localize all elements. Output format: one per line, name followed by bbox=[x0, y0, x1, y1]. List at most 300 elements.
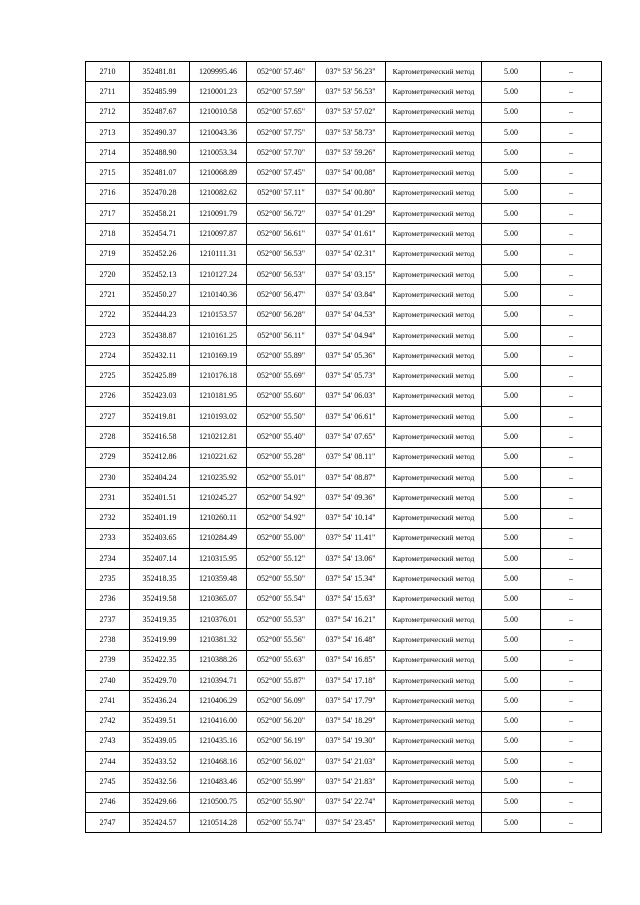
longitude-cell: 037° 54' 11.41" bbox=[316, 528, 386, 548]
longitude-cell: 037° 54' 09.36" bbox=[316, 488, 386, 508]
x-coordinate-cell: 352433.52 bbox=[130, 752, 190, 772]
latitude-cell: 052°00' 56.02" bbox=[247, 752, 316, 772]
y-coordinate-cell: 1210365.07 bbox=[190, 589, 247, 609]
table-row bbox=[86, 122, 602, 142]
longitude-cell: 037° 54' 00.80" bbox=[316, 183, 386, 203]
method-cell: Картометрический метод bbox=[386, 549, 482, 569]
latitude-cell: 052°00' 55.53" bbox=[247, 610, 316, 630]
method-cell: Картометрический метод bbox=[386, 122, 482, 142]
longitude-cell: 037° 53' 56.23" bbox=[316, 62, 386, 82]
longitude-cell: 037° 54' 07.65" bbox=[316, 427, 386, 447]
longitude-cell: 037° 54' 06.61" bbox=[316, 407, 386, 427]
method-cell: Картометрический метод bbox=[386, 610, 482, 630]
table-row bbox=[86, 508, 602, 528]
accuracy-cell: 5.00 bbox=[482, 508, 541, 528]
accuracy-cell: 5.00 bbox=[482, 670, 541, 690]
y-coordinate-cell: 1210010.58 bbox=[190, 102, 247, 122]
point-number-cell: 2717 bbox=[86, 204, 130, 224]
table-row bbox=[86, 691, 602, 711]
latitude-cell: 052°00' 57.65" bbox=[247, 102, 316, 122]
x-coordinate-cell: 352401.19 bbox=[130, 508, 190, 528]
y-coordinate-cell: 1210435.16 bbox=[190, 731, 247, 751]
longitude-cell: 037° 53' 57.02" bbox=[316, 102, 386, 122]
table-row bbox=[86, 528, 602, 548]
latitude-cell: 052°00' 56.53" bbox=[247, 244, 316, 264]
accuracy-cell: 5.00 bbox=[482, 488, 541, 508]
x-coordinate-cell: 352487.67 bbox=[130, 102, 190, 122]
note-cell: – bbox=[541, 467, 602, 487]
note-cell: – bbox=[541, 346, 602, 366]
latitude-cell: 052°00' 55.00" bbox=[247, 528, 316, 548]
longitude-cell: 037° 54' 21.03" bbox=[316, 752, 386, 772]
x-coordinate-cell: 352485.99 bbox=[130, 82, 190, 102]
accuracy-cell: 5.00 bbox=[482, 427, 541, 447]
y-coordinate-cell: 1210176.18 bbox=[190, 366, 247, 386]
method-cell: Картометрический метод bbox=[386, 427, 482, 447]
point-number-cell: 2723 bbox=[86, 325, 130, 345]
x-coordinate-cell: 352488.90 bbox=[130, 143, 190, 163]
point-number-cell: 2746 bbox=[86, 792, 130, 812]
point-number-cell: 2724 bbox=[86, 346, 130, 366]
note-cell: – bbox=[541, 528, 602, 548]
x-coordinate-cell: 352425.89 bbox=[130, 366, 190, 386]
point-number-cell: 2743 bbox=[86, 731, 130, 751]
y-coordinate-cell: 1210394.71 bbox=[190, 670, 247, 690]
x-coordinate-cell: 352458.21 bbox=[130, 204, 190, 224]
method-cell: Картометрический метод bbox=[386, 792, 482, 812]
point-number-cell: 2722 bbox=[86, 305, 130, 325]
y-coordinate-cell: 1210181.95 bbox=[190, 386, 247, 406]
y-coordinate-cell: 1210091.79 bbox=[190, 204, 247, 224]
point-number-cell: 2729 bbox=[86, 447, 130, 467]
accuracy-cell: 5.00 bbox=[482, 62, 541, 82]
accuracy-cell: 5.00 bbox=[482, 122, 541, 142]
latitude-cell: 052°00' 56.11" bbox=[247, 325, 316, 345]
method-cell: Картометрический метод bbox=[386, 407, 482, 427]
accuracy-cell: 5.00 bbox=[482, 569, 541, 589]
note-cell: – bbox=[541, 82, 602, 102]
note-cell: – bbox=[541, 569, 602, 589]
method-cell: Картометрический метод bbox=[386, 589, 482, 609]
y-coordinate-cell: 1210001.23 bbox=[190, 82, 247, 102]
accuracy-cell: 5.00 bbox=[482, 772, 541, 792]
note-cell: – bbox=[541, 488, 602, 508]
note-cell: – bbox=[541, 447, 602, 467]
accuracy-cell: 5.00 bbox=[482, 752, 541, 772]
note-cell: – bbox=[541, 670, 602, 690]
accuracy-cell: 5.00 bbox=[482, 143, 541, 163]
accuracy-cell: 5.00 bbox=[482, 711, 541, 731]
note-cell: – bbox=[541, 407, 602, 427]
y-coordinate-cell: 1210376.01 bbox=[190, 610, 247, 630]
point-number-cell: 2733 bbox=[86, 528, 130, 548]
y-coordinate-cell: 1210169.19 bbox=[190, 346, 247, 366]
longitude-cell: 037° 53' 58.73" bbox=[316, 122, 386, 142]
latitude-cell: 052°00' 55.60" bbox=[247, 386, 316, 406]
accuracy-cell: 5.00 bbox=[482, 386, 541, 406]
longitude-cell: 037° 54' 00.08" bbox=[316, 163, 386, 183]
x-coordinate-cell: 352419.81 bbox=[130, 407, 190, 427]
table-row bbox=[86, 670, 602, 690]
method-cell: Картометрический метод bbox=[386, 711, 482, 731]
x-coordinate-cell: 352416.58 bbox=[130, 427, 190, 447]
point-number-cell: 2721 bbox=[86, 285, 130, 305]
method-cell: Картометрический метод bbox=[386, 812, 482, 832]
longitude-cell: 037° 54' 03.84" bbox=[316, 285, 386, 305]
longitude-cell: 037° 53' 56.53" bbox=[316, 82, 386, 102]
table-row bbox=[86, 386, 602, 406]
note-cell: – bbox=[541, 102, 602, 122]
point-number-cell: 2718 bbox=[86, 224, 130, 244]
method-cell: Картометрический метод bbox=[386, 82, 482, 102]
latitude-cell: 052°00' 54.92" bbox=[247, 508, 316, 528]
table-row bbox=[86, 731, 602, 751]
point-number-cell: 2713 bbox=[86, 122, 130, 142]
accuracy-cell: 5.00 bbox=[482, 589, 541, 609]
y-coordinate-cell: 1210500.75 bbox=[190, 792, 247, 812]
point-number-cell: 2741 bbox=[86, 691, 130, 711]
accuracy-cell: 5.00 bbox=[482, 528, 541, 548]
accuracy-cell: 5.00 bbox=[482, 163, 541, 183]
x-coordinate-cell: 352450.27 bbox=[130, 285, 190, 305]
table-row bbox=[86, 163, 602, 183]
longitude-cell: 037° 54' 03.15" bbox=[316, 264, 386, 284]
table-row bbox=[86, 407, 602, 427]
table-row bbox=[86, 366, 602, 386]
note-cell: – bbox=[541, 163, 602, 183]
table-row bbox=[86, 62, 602, 82]
note-cell: – bbox=[541, 711, 602, 731]
table-row bbox=[86, 467, 602, 487]
point-number-cell: 2734 bbox=[86, 549, 130, 569]
table-row bbox=[86, 772, 602, 792]
note-cell: – bbox=[541, 183, 602, 203]
x-coordinate-cell: 352444.23 bbox=[130, 305, 190, 325]
latitude-cell: 052°00' 57.59" bbox=[247, 82, 316, 102]
y-coordinate-cell: 1210140.36 bbox=[190, 285, 247, 305]
note-cell: – bbox=[541, 427, 602, 447]
note-cell: – bbox=[541, 772, 602, 792]
table-row bbox=[86, 264, 602, 284]
x-coordinate-cell: 352423.03 bbox=[130, 386, 190, 406]
accuracy-cell: 5.00 bbox=[482, 264, 541, 284]
y-coordinate-cell: 1210068.89 bbox=[190, 163, 247, 183]
point-number-cell: 2742 bbox=[86, 711, 130, 731]
point-number-cell: 2719 bbox=[86, 244, 130, 264]
note-cell: – bbox=[541, 264, 602, 284]
longitude-cell: 037° 54' 04.94" bbox=[316, 325, 386, 345]
method-cell: Картометрический метод bbox=[386, 650, 482, 670]
x-coordinate-cell: 352419.58 bbox=[130, 589, 190, 609]
y-coordinate-cell: 1210153.57 bbox=[190, 305, 247, 325]
y-coordinate-cell: 1210245.27 bbox=[190, 488, 247, 508]
y-coordinate-cell: 1210406.29 bbox=[190, 691, 247, 711]
method-cell: Картометрический метод bbox=[386, 488, 482, 508]
point-number-cell: 2737 bbox=[86, 610, 130, 630]
accuracy-cell: 5.00 bbox=[482, 285, 541, 305]
accuracy-cell: 5.00 bbox=[482, 610, 541, 630]
table-row bbox=[86, 447, 602, 467]
x-coordinate-cell: 352490.37 bbox=[130, 122, 190, 142]
x-coordinate-cell: 352439.05 bbox=[130, 731, 190, 751]
note-cell: – bbox=[541, 610, 602, 630]
longitude-cell: 037° 54' 21.83" bbox=[316, 772, 386, 792]
point-number-cell: 2731 bbox=[86, 488, 130, 508]
latitude-cell: 052°00' 55.90" bbox=[247, 792, 316, 812]
table-row bbox=[86, 549, 602, 569]
point-number-cell: 2715 bbox=[86, 163, 130, 183]
x-coordinate-cell: 352429.66 bbox=[130, 792, 190, 812]
point-number-cell: 2735 bbox=[86, 569, 130, 589]
point-number-cell: 2710 bbox=[86, 62, 130, 82]
method-cell: Картометрический метод bbox=[386, 305, 482, 325]
note-cell: – bbox=[541, 752, 602, 772]
latitude-cell: 052°00' 56.53" bbox=[247, 264, 316, 284]
method-cell: Картометрический метод bbox=[386, 691, 482, 711]
y-coordinate-cell: 1210315.95 bbox=[190, 549, 247, 569]
latitude-cell: 052°00' 55.54" bbox=[247, 589, 316, 609]
table-row bbox=[86, 143, 602, 163]
longitude-cell: 037° 54' 05.36" bbox=[316, 346, 386, 366]
table-row bbox=[86, 630, 602, 650]
accuracy-cell: 5.00 bbox=[482, 467, 541, 487]
latitude-cell: 052°00' 55.63" bbox=[247, 650, 316, 670]
y-coordinate-cell: 1209995.46 bbox=[190, 62, 247, 82]
method-cell: Картометрический метод bbox=[386, 508, 482, 528]
note-cell: – bbox=[541, 143, 602, 163]
latitude-cell: 052°00' 57.46" bbox=[247, 62, 316, 82]
note-cell: – bbox=[541, 62, 602, 82]
longitude-cell: 037° 54' 16.85" bbox=[316, 650, 386, 670]
method-cell: Картометрический метод bbox=[386, 670, 482, 690]
accuracy-cell: 5.00 bbox=[482, 305, 541, 325]
note-cell: – bbox=[541, 589, 602, 609]
x-coordinate-cell: 352403.65 bbox=[130, 528, 190, 548]
accuracy-cell: 5.00 bbox=[482, 812, 541, 832]
latitude-cell: 052°00' 56.20" bbox=[247, 711, 316, 731]
longitude-cell: 037° 54' 15.63" bbox=[316, 589, 386, 609]
latitude-cell: 052°00' 56.19" bbox=[247, 731, 316, 751]
x-coordinate-cell: 352419.35 bbox=[130, 610, 190, 630]
point-number-cell: 2712 bbox=[86, 102, 130, 122]
note-cell: – bbox=[541, 650, 602, 670]
point-number-cell: 2726 bbox=[86, 386, 130, 406]
accuracy-cell: 5.00 bbox=[482, 183, 541, 203]
table-row bbox=[86, 569, 602, 589]
accuracy-cell: 5.00 bbox=[482, 102, 541, 122]
table-row bbox=[86, 752, 602, 772]
method-cell: Картометрический метод bbox=[386, 752, 482, 772]
latitude-cell: 052°00' 56.61" bbox=[247, 224, 316, 244]
y-coordinate-cell: 1210284.49 bbox=[190, 528, 247, 548]
point-number-cell: 2732 bbox=[86, 508, 130, 528]
longitude-cell: 037° 54' 15.34" bbox=[316, 569, 386, 589]
accuracy-cell: 5.00 bbox=[482, 549, 541, 569]
latitude-cell: 052°00' 56.09" bbox=[247, 691, 316, 711]
longitude-cell: 037° 54' 05.73" bbox=[316, 366, 386, 386]
longitude-cell: 037° 54' 02.31" bbox=[316, 244, 386, 264]
method-cell: Картометрический метод bbox=[386, 183, 482, 203]
y-coordinate-cell: 1210388.26 bbox=[190, 650, 247, 670]
longitude-cell: 037° 53' 59.26" bbox=[316, 143, 386, 163]
method-cell: Картометрический метод bbox=[386, 244, 482, 264]
longitude-cell: 037° 54' 18.29" bbox=[316, 711, 386, 731]
point-number-cell: 2738 bbox=[86, 630, 130, 650]
latitude-cell: 052°00' 55.87" bbox=[247, 670, 316, 690]
y-coordinate-cell: 1210416.00 bbox=[190, 711, 247, 731]
x-coordinate-cell: 352429.70 bbox=[130, 670, 190, 690]
longitude-cell: 037° 54' 08.87" bbox=[316, 467, 386, 487]
x-coordinate-cell: 352438.87 bbox=[130, 325, 190, 345]
y-coordinate-cell: 1210468.16 bbox=[190, 752, 247, 772]
x-coordinate-cell: 352412.86 bbox=[130, 447, 190, 467]
point-number-cell: 2739 bbox=[86, 650, 130, 670]
accuracy-cell: 5.00 bbox=[482, 366, 541, 386]
y-coordinate-cell: 1210221.62 bbox=[190, 447, 247, 467]
x-coordinate-cell: 352422.35 bbox=[130, 650, 190, 670]
accuracy-cell: 5.00 bbox=[482, 407, 541, 427]
x-coordinate-cell: 352454.71 bbox=[130, 224, 190, 244]
accuracy-cell: 5.00 bbox=[482, 346, 541, 366]
accuracy-cell: 5.00 bbox=[482, 630, 541, 650]
coordinates-table bbox=[85, 61, 602, 833]
method-cell: Картометрический метод bbox=[386, 325, 482, 345]
table-row bbox=[86, 589, 602, 609]
latitude-cell: 052°00' 55.12" bbox=[247, 549, 316, 569]
longitude-cell: 037° 54' 04.53" bbox=[316, 305, 386, 325]
longitude-cell: 037° 54' 17.18" bbox=[316, 670, 386, 690]
method-cell: Картометрический метод bbox=[386, 386, 482, 406]
note-cell: – bbox=[541, 204, 602, 224]
latitude-cell: 052°00' 57.11" bbox=[247, 183, 316, 203]
method-cell: Картометрический метод bbox=[386, 346, 482, 366]
longitude-cell: 037° 54' 16.21" bbox=[316, 610, 386, 630]
longitude-cell: 037° 54' 16.48" bbox=[316, 630, 386, 650]
longitude-cell: 037° 54' 23.45" bbox=[316, 812, 386, 832]
latitude-cell: 052°00' 56.28" bbox=[247, 305, 316, 325]
table-row bbox=[86, 183, 602, 203]
table-row bbox=[86, 650, 602, 670]
y-coordinate-cell: 1210483.46 bbox=[190, 772, 247, 792]
accuracy-cell: 5.00 bbox=[482, 325, 541, 345]
y-coordinate-cell: 1210260.11 bbox=[190, 508, 247, 528]
latitude-cell: 052°00' 56.72" bbox=[247, 204, 316, 224]
x-coordinate-cell: 352452.26 bbox=[130, 244, 190, 264]
x-coordinate-cell: 352407.14 bbox=[130, 549, 190, 569]
method-cell: Картометрический метод bbox=[386, 285, 482, 305]
longitude-cell: 037° 54' 08.11" bbox=[316, 447, 386, 467]
accuracy-cell: 5.00 bbox=[482, 731, 541, 751]
latitude-cell: 052°00' 57.75" bbox=[247, 122, 316, 142]
note-cell: – bbox=[541, 122, 602, 142]
x-coordinate-cell: 352418.35 bbox=[130, 569, 190, 589]
accuracy-cell: 5.00 bbox=[482, 447, 541, 467]
latitude-cell: 052°00' 55.40" bbox=[247, 427, 316, 447]
x-coordinate-cell: 352439.51 bbox=[130, 711, 190, 731]
note-cell: – bbox=[541, 285, 602, 305]
point-number-cell: 2744 bbox=[86, 752, 130, 772]
method-cell: Картометрический метод bbox=[386, 224, 482, 244]
y-coordinate-cell: 1210127.24 bbox=[190, 264, 247, 284]
longitude-cell: 037° 54' 10.14" bbox=[316, 508, 386, 528]
note-cell: – bbox=[541, 812, 602, 832]
note-cell: – bbox=[541, 630, 602, 650]
note-cell: – bbox=[541, 508, 602, 528]
table-row bbox=[86, 610, 602, 630]
x-coordinate-cell: 352452.13 bbox=[130, 264, 190, 284]
y-coordinate-cell: 1210043.36 bbox=[190, 122, 247, 142]
method-cell: Картометрический метод bbox=[386, 731, 482, 751]
y-coordinate-cell: 1210082.62 bbox=[190, 183, 247, 203]
accuracy-cell: 5.00 bbox=[482, 691, 541, 711]
accuracy-cell: 5.00 bbox=[482, 82, 541, 102]
table-row bbox=[86, 488, 602, 508]
latitude-cell: 052°00' 55.89" bbox=[247, 346, 316, 366]
x-coordinate-cell: 352436.24 bbox=[130, 691, 190, 711]
point-number-cell: 2720 bbox=[86, 264, 130, 284]
coordinates-table-body bbox=[86, 62, 602, 833]
table-row bbox=[86, 812, 602, 832]
table-row bbox=[86, 427, 602, 447]
y-coordinate-cell: 1210212.81 bbox=[190, 427, 247, 447]
note-cell: – bbox=[541, 792, 602, 812]
accuracy-cell: 5.00 bbox=[482, 792, 541, 812]
table-row bbox=[86, 102, 602, 122]
method-cell: Картометрический метод bbox=[386, 772, 482, 792]
table-row bbox=[86, 244, 602, 264]
point-number-cell: 2716 bbox=[86, 183, 130, 203]
y-coordinate-cell: 1210053.34 bbox=[190, 143, 247, 163]
longitude-cell: 037° 54' 22.74" bbox=[316, 792, 386, 812]
latitude-cell: 052°00' 57.70" bbox=[247, 143, 316, 163]
note-cell: – bbox=[541, 386, 602, 406]
y-coordinate-cell: 1210381.32 bbox=[190, 630, 247, 650]
method-cell: Картометрический метод bbox=[386, 569, 482, 589]
table-row bbox=[86, 224, 602, 244]
note-cell: – bbox=[541, 224, 602, 244]
table-row bbox=[86, 792, 602, 812]
note-cell: – bbox=[541, 325, 602, 345]
longitude-cell: 037° 54' 01.29" bbox=[316, 204, 386, 224]
note-cell: – bbox=[541, 305, 602, 325]
method-cell: Картометрический метод bbox=[386, 467, 482, 487]
longitude-cell: 037° 54' 17.79" bbox=[316, 691, 386, 711]
x-coordinate-cell: 352432.56 bbox=[130, 772, 190, 792]
method-cell: Картометрический метод bbox=[386, 102, 482, 122]
table-row bbox=[86, 346, 602, 366]
latitude-cell: 052°00' 55.74" bbox=[247, 812, 316, 832]
x-coordinate-cell: 352481.81 bbox=[130, 62, 190, 82]
point-number-cell: 2727 bbox=[86, 407, 130, 427]
point-number-cell: 2740 bbox=[86, 670, 130, 690]
method-cell: Картометрический метод bbox=[386, 62, 482, 82]
y-coordinate-cell: 1210193.02 bbox=[190, 407, 247, 427]
y-coordinate-cell: 1210161.25 bbox=[190, 325, 247, 345]
accuracy-cell: 5.00 bbox=[482, 224, 541, 244]
table-row bbox=[86, 82, 602, 102]
y-coordinate-cell: 1210514.28 bbox=[190, 812, 247, 832]
method-cell: Картометрический метод bbox=[386, 447, 482, 467]
point-number-cell: 2728 bbox=[86, 427, 130, 447]
longitude-cell: 037° 54' 19.30" bbox=[316, 731, 386, 751]
latitude-cell: 052°00' 55.56" bbox=[247, 630, 316, 650]
latitude-cell: 052°00' 55.69" bbox=[247, 366, 316, 386]
x-coordinate-cell: 352424.57 bbox=[130, 812, 190, 832]
accuracy-cell: 5.00 bbox=[482, 650, 541, 670]
y-coordinate-cell: 1210097.87 bbox=[190, 224, 247, 244]
point-number-cell: 2747 bbox=[86, 812, 130, 832]
latitude-cell: 052°00' 55.01" bbox=[247, 467, 316, 487]
